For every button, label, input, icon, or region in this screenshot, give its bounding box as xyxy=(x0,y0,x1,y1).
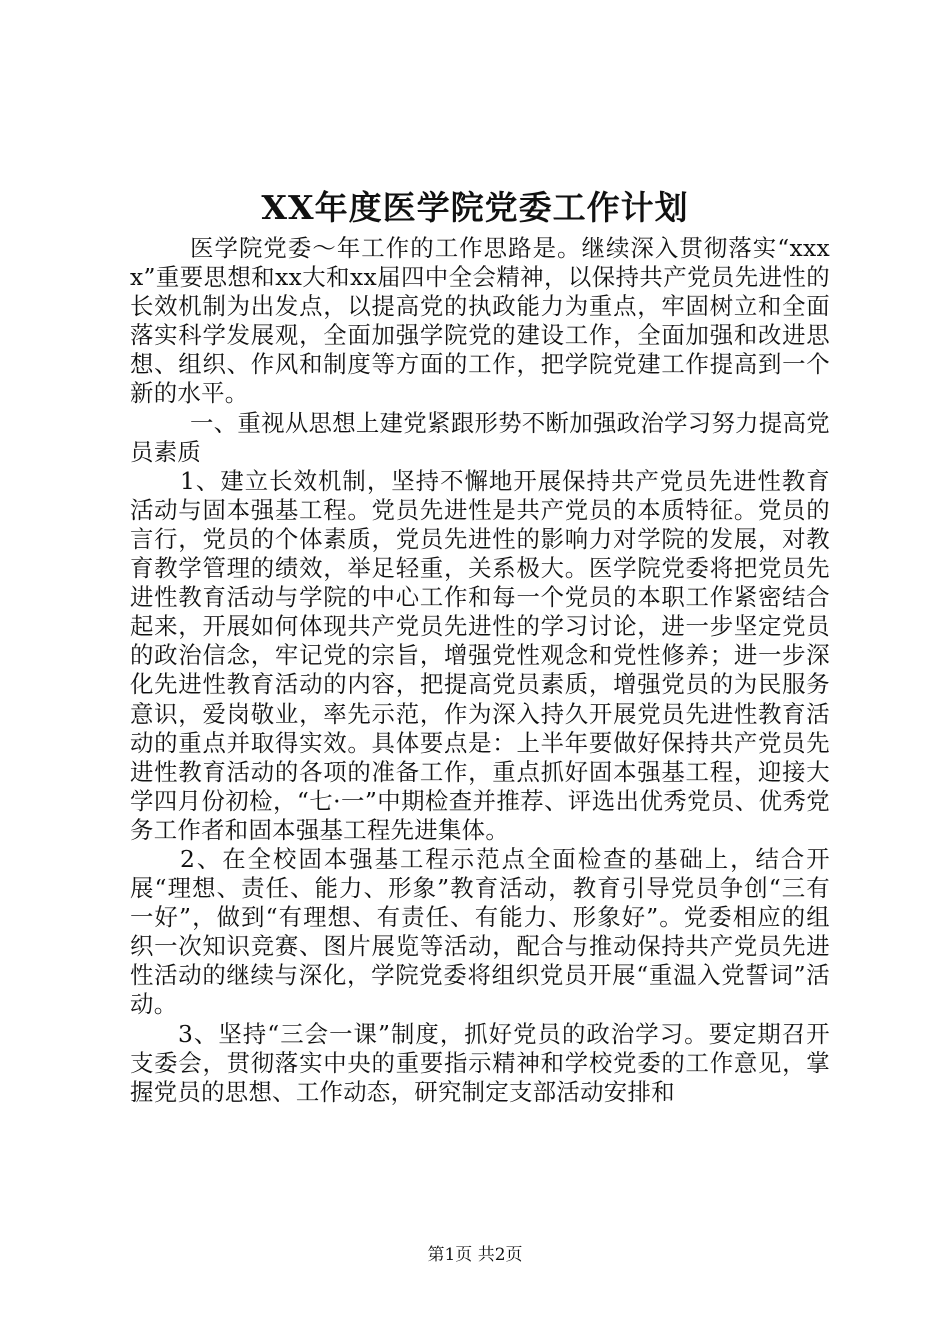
paragraph-item-1: 1、建立长效机制，坚持不懈地开展保持共产党员先进性教育活动与固本强基工程。党员先进性是共产党员的本质特征。党员的言行，党员的个体素质，党员先进性的影响力对学院的发展，对教育教学管理的绩效，举足轻重，关系极大。医学院党委将把党员先进性教育活动与学院的中心工作和每一个党员的本职工作紧密结合起来，开展如何体现共产党员先进性的学习讨论，进一步坚定党员的政治信念，牢记党的宗旨，增强党性观念和党性修养；进一步深化先进性教育活动的内容，把提高党员素质，增强党员的为民服务意识，爱岗敬业，率先示范，作为深入持久开展党员先进性教育活动的重点并取得实效。具体要点是：上半年要做好保持共产党员先进性教育活动的各项的准备工作，重点抓好固本强基工程，迎接大学四月份初检，“七·一”中期检查并推荐、评选出优秀党员、优秀党务工作者和固本强基工程先进集体。 xyxy=(130,466,830,844)
section-heading-1: 一、重视从思想上建党紧跟形势不断加强政治学习努力提高党员素质 xyxy=(130,408,830,466)
paragraph-item-3: 3、坚持“三会一课”制度，抓好党员的政治学习。要定期召开支委会，贯彻落实中央的重要指示精神和学校党委的工作意见，掌握党员的思想、工作动态，研究制定支部活动安排和 xyxy=(130,1019,830,1106)
document-body xyxy=(130,234,830,1107)
paragraph-item-2: 2、在全校固本强基工程示范点全面检查的基础上，结合开展“理想、责任、能力、形象”教育活动，教育引导党员争创“三有一好”，做到“有理想、有责任、有能力、形象好”。党委相应的组织一次知识竞赛、图片展览等活动，配合与推动保持共产党员先进性活动的继续与深化，学院党委将组织党员开展“重温入党誓词”活动。 xyxy=(130,844,830,1019)
paragraph-intro: 医学院党委～年工作的工作思路是。继续深入贯彻落实“xxxx”重要思想和xx大和xx届四中全会精神，以保持共产党员先进性的长效机制为出发点，以提高党的执政能力为重点，牢固树立和全面落实科学发展观，全面加强学院党的建设工作，全面加强和改进思想、组织、作风和制度等方面的工作，把学院党建工作提高到一个新的水平。 xyxy=(130,234,830,408)
document-title: XX年度医学院党委工作计划 xyxy=(261,188,689,227)
page-footer: 第1页 共2页 xyxy=(427,1245,523,1265)
